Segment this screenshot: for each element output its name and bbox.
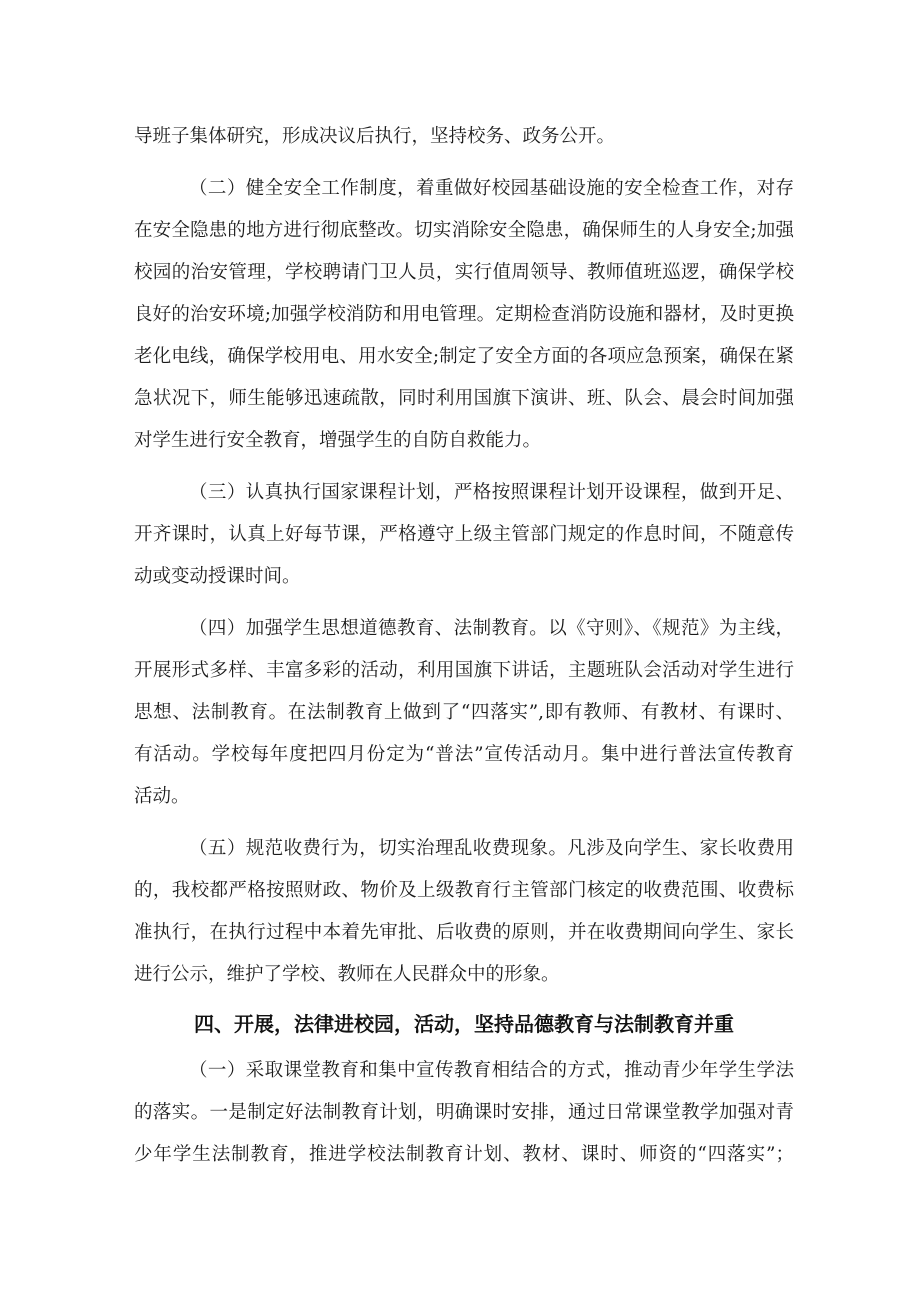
text-line: （二）健全安全工作制度，着重做好校园基础设施的安全检查工作，对存	[189, 178, 794, 199]
text-line: （三）认真执行国家课程计划，严格按照课程计划开设课程，做到开足、	[189, 482, 794, 503]
text-line: 准执行，在执行过程中本着先审批、后收费的原则，并在收费期间向学生、家长	[134, 922, 794, 943]
text-line: 的，我校都严格按照财政、物价及上级教育行主管部门核定的收费范围、收费标	[134, 880, 794, 901]
paragraph-curriculum	[134, 472, 794, 598]
paragraph-moral-education	[134, 608, 794, 818]
text-line: 的落实。一是制定好法制教育计划，明确课时安排，通过日常课堂教学加强对青	[134, 1102, 794, 1123]
text-line: 思想、法制教育。在法制教育上做到了“四落实”,即有教师、有教材、有课时、	[134, 702, 794, 723]
text-line: 在安全隐患的地方进行彻底整改。切实消除安全隐患，确保师生的人身安全;加强	[134, 220, 794, 241]
text-line: 动或变动授课时间。	[134, 566, 301, 587]
text-line: 校园的治安管理，学校聘请门卫人员，实行值周领导、教师值班巡逻，确保学校	[134, 262, 794, 283]
text-line: 对学生进行安全教育，增强学生的自防自救能力。	[134, 430, 542, 451]
text-line: 良好的治安环境;加强学校消防和用电管理。定期检查消防设施和器材，及时更换	[134, 304, 794, 325]
paragraph-continuation	[134, 116, 794, 158]
text-line: （四）加强学生思想道德教育、法制教育。以《守则》、《规范》为主线，	[189, 618, 794, 639]
text-line: （五）规范收费行为，切实治理乱收费现象。凡涉及向学生、家长收费用	[189, 838, 794, 859]
text-line: 开展形式多样、丰富多彩的活动，利用国旗下讲话，主题班队会活动对学生进行	[134, 660, 794, 681]
text-line: 老化电线，确保学校用电、用水安全;制定了安全方面的各项应急预案，确保在紧	[134, 346, 794, 367]
text-line: 活动。	[134, 786, 190, 807]
text-line: 急状况下，师生能够迅速疏散，同时利用国旗下演讲、班、队会、晨会时间加强	[134, 388, 794, 409]
section-heading: 四、开展，法律进校园，活动，坚持品德教育与法制教育并重	[194, 1012, 734, 1036]
document-page	[134, 116, 794, 1176]
text-line: 少年学生法制教育，推进学校法制教育计划、教材、课时、师资的“四落实”；	[134, 1144, 794, 1165]
paragraph-safety	[134, 168, 794, 462]
text-line: 有活动。学校每年度把四月份定为“普法”宣传活动月。集中进行普法宣传教育	[134, 744, 794, 765]
text-line: 进行公示，维护了学校、教师在人民群众中的形象。	[134, 964, 560, 985]
text-line: 开齐课时，认真上好每节课，严格遵守上级主管部门规定的作息时间，不随意传	[134, 524, 794, 545]
text-line: （一）采取课堂教育和集中宣传教育相结合的方式，推动青少年学生学法	[189, 1060, 794, 1081]
paragraph-law-education	[134, 1050, 794, 1176]
paragraph-fees	[134, 828, 794, 996]
text-line: 导班子集体研究，形成决议后执行，坚持校务、政务公开。	[134, 126, 616, 147]
